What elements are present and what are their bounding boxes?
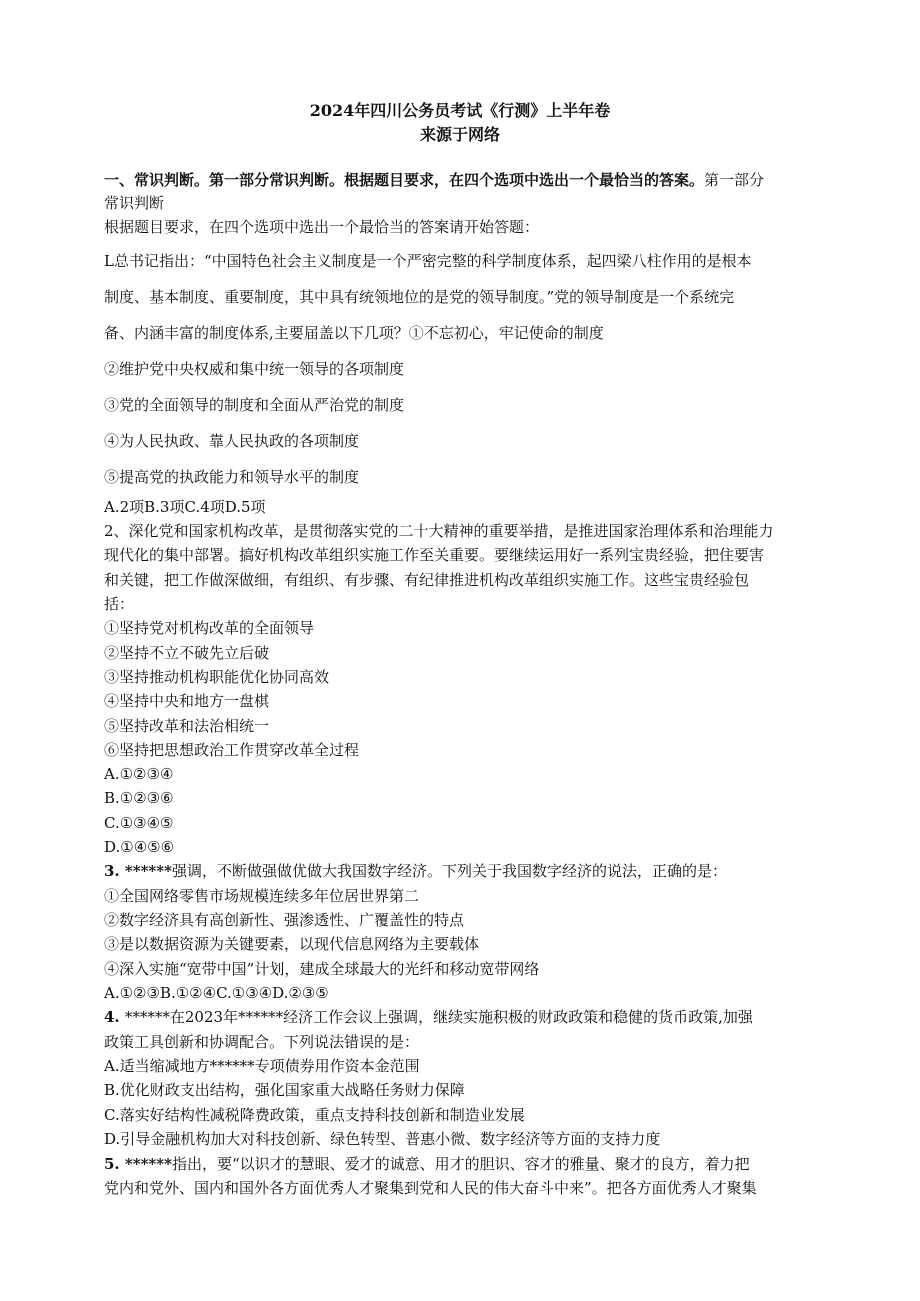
q1-stem-line2: 制度、基本制度、重要制度，其中具有统领地位的是党的领导制度。”党的领导制度是一个系统完 bbox=[104, 288, 735, 306]
section-heading bbox=[104, 170, 834, 190]
q2-item-3: ③坚持推动机构职能优化协同高效 bbox=[104, 668, 330, 686]
q1-item-5: ⑤提高党的执政能力和领导水平的制度 bbox=[104, 468, 360, 486]
q2-item-6: ⑥坚持把思想政治工作贯穿改革全过程 bbox=[104, 741, 360, 759]
q3-item-1: ①全国网络零售市场规模连续多年位居世界第二 bbox=[104, 887, 420, 905]
q5-stem-text: 指出，要“以识才的慧眼、爱才的诚意、用才的胆识、容才的雅量、聚才的良方，着力把 bbox=[171, 1155, 750, 1173]
section-heading-bold: 一、常识判断。第一部分常识判断。根据题目要求，在四个选项中选出一个最恰当的答案。 bbox=[104, 171, 705, 189]
q2-option-c: C.①③④⑤ bbox=[104, 814, 174, 832]
q1-stem-line3: 备、内涵丰富的制度体系,主要届盖以下几项？①不忘初心，牢记使命的制度 bbox=[104, 324, 604, 342]
q2-option-a: A.①②③④ bbox=[104, 765, 174, 783]
section-instruction: 根据题目要求，在四个选项中选出一个最恰当的答案请开始答题： bbox=[104, 218, 540, 236]
q5-stem-line1 bbox=[104, 1154, 834, 1174]
q3-stem-line1 bbox=[104, 861, 834, 881]
q4-number: 4. bbox=[104, 1008, 125, 1026]
q1-item-2: ②维护党中央权威和集中统一领导的各项制度 bbox=[104, 360, 405, 378]
q1-item-3: ③党的全面领导的制度和全面从严治党的制度 bbox=[104, 396, 405, 414]
q4-stem-text: ******在2023年******经济工作会议上强调，继续实施积极的财政政策和稳健的货币政策,加强 bbox=[124, 1008, 753, 1026]
q1-item-4: ④为人民执政、靠人民执政的各项制度 bbox=[104, 432, 360, 450]
q3-number: 3. ****** bbox=[104, 862, 172, 880]
q3-item-3: ③是以数据资源为关键要素，以现代信息网络为主要载体 bbox=[104, 935, 480, 953]
q2-stem-line1: 2、深化党和国家机构改革，是贯彻落实党的二十大精神的重要举措，是推进国家治理体系和治理能力 bbox=[104, 522, 774, 540]
q2-stem-line2: 现代化的集中部署。搞好机构改革组织实施工作至关重要。要继续运用好一系列宝贵经验，把住要害 bbox=[104, 546, 765, 564]
q2-stem-line3: 和关键，把工作做深做细，有组织、有步骤、有纪律推进机构改革组织实施工作。这些宝贵经验包 bbox=[104, 571, 750, 589]
section-heading-line2: 常识判断 bbox=[104, 194, 165, 212]
q2-item-5: ⑤坚持改革和法治相统一 bbox=[104, 717, 270, 735]
q2-item-4: ④坚持中央和地方一盘棋 bbox=[104, 692, 270, 710]
q2-item-2: ②坚持不立不破先立后破 bbox=[104, 644, 270, 662]
q2-stem-line4: 括： bbox=[104, 595, 135, 613]
q5-stem-line2: 党内和党外、国内和国外各方面优秀人才聚集到党和人民的伟大奋斗中来”。把各方面优秀人才聚集 bbox=[104, 1179, 757, 1197]
q4-option-b: B.优化财政支出结构，强化国家重大战略任务财力保障 bbox=[104, 1081, 465, 1099]
section-heading-tail: 第一部分 bbox=[704, 171, 765, 189]
q4-stem-line2: 政策工具创新和协调配合。下列说法错误的是： bbox=[104, 1033, 420, 1051]
q1-options: A.2项B.3项C.4项D.5项 bbox=[104, 498, 266, 516]
q3-stem-text: 强调，不断做强做优做大我国数字经济。下列关于我国数字经济的说法，正确的是： bbox=[171, 862, 727, 880]
q1-stem-line1: L总书记指出：“中国特色社会主义制度是一个严密完整的科学制度体系，起四梁八柱作用的是根本 bbox=[104, 252, 752, 270]
q4-stem-line1 bbox=[104, 1007, 834, 1027]
q3-item-4: ④深入实施“宽带中国”计划，建成全球最大的光纤和移动宽带网络 bbox=[104, 960, 540, 978]
q3-options: A.①②③B.①②④C.①③④D.②③⑤ bbox=[104, 984, 329, 1002]
q5-number: 5. ****** bbox=[104, 1155, 172, 1173]
q4-option-c: C.落实好结构性减税降费政策，重点支持科技创新和制造业发展 bbox=[104, 1106, 525, 1124]
q4-option-d: D.引导金融机构加大对科技创新、绿色转型、普惠小微、数字经济等方面的支持力度 bbox=[104, 1130, 661, 1148]
q3-item-2: ②数字经济具有高创新性、强渗透性、广覆盖性的特点 bbox=[104, 911, 465, 929]
q2-item-1: ①坚持党对机构改革的全面领导 bbox=[104, 619, 315, 637]
q2-option-d: D.①④⑤⑥ bbox=[104, 838, 175, 856]
q2-option-b: B.①②③⑥ bbox=[104, 789, 174, 807]
document-title: 2024年四川公务员考试《行测》上半年卷 bbox=[309, 101, 611, 120]
document-subtitle: 来源于网络 bbox=[419, 125, 500, 144]
q4-option-a: A.适当缩减地方******专项债券用作资本金范围 bbox=[104, 1057, 420, 1075]
